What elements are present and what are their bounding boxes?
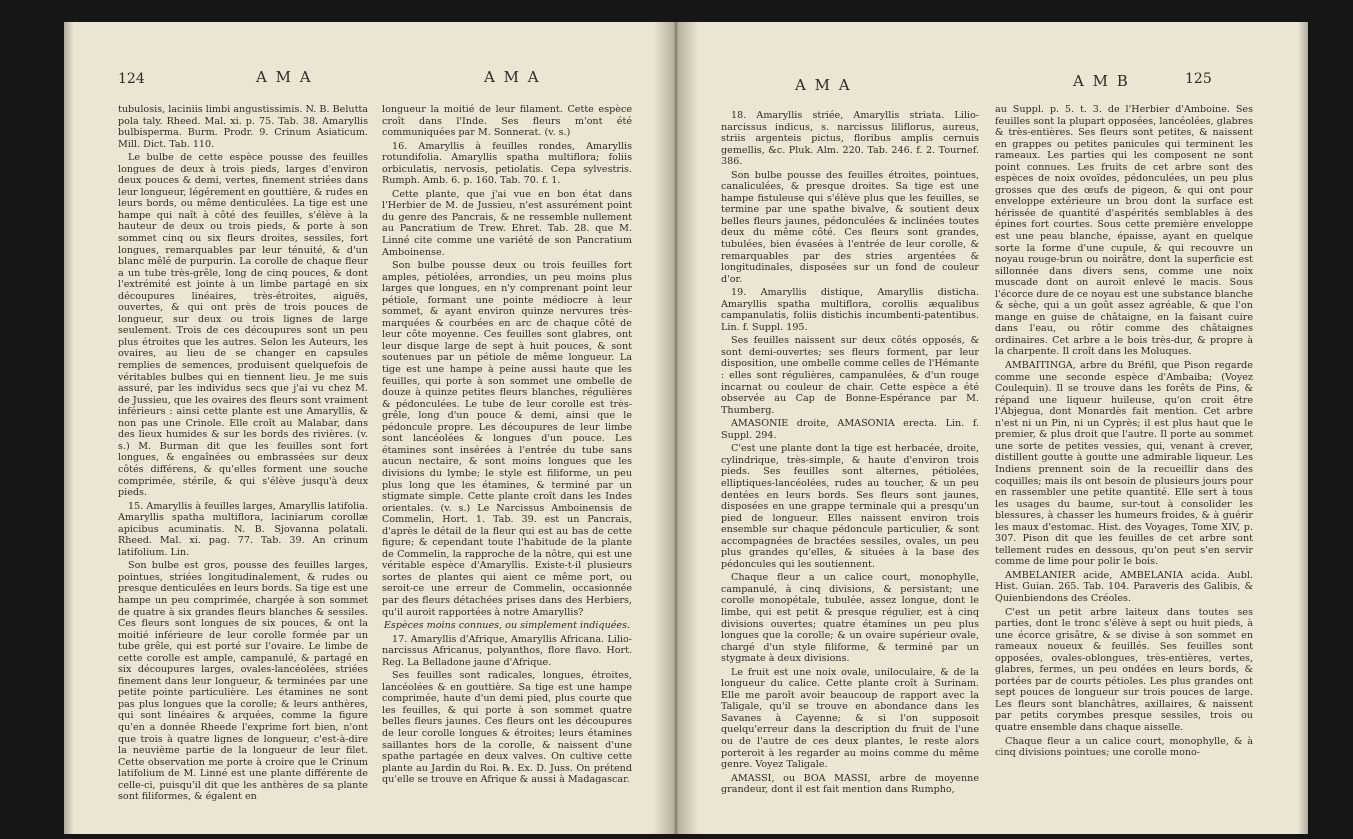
paragraph: C'est un petit arbre laiteux dans toutes ses parties, dont le tronc s'élève à sept ou huit pieds, à une écorce grisâtre, & se divise à son sommet en rameaux noueux & feuillés. Ses feuilles sont opposées, ovales-oblongues, très-entières, vertes, glabres, fermes, un peu ondées en leurs bords, & portées par de courts pétioles. Les plus grandes ont sept pouces de longueur sur trois pouces de large. Les fleurs sont blanchâtres, axillaires, & naissent par petits corymbes presque sessiles, trois ou quatre ensemble dans chaque aisselle. (995, 606, 1253, 733)
right-page (675, 22, 1308, 834)
section-heading: Espèces moins connues, ou simplement indiquées. (383, 620, 631, 632)
paragraph: 17. Amaryllis d'Afrique, Amaryllis Africana. Lilio-narcissus Africanus, polyanthos, flore flavo. Hort. Reg. La Belladone jaune d'Afrique. (382, 633, 632, 668)
running-head: A M A (484, 68, 541, 86)
paragraph: Son bulbe est gros, pousse des feuilles larges, pointues, striées longitudinalement, & rudes ou presque denticulées en leurs bords. Sa tige est une hampe un peu comprimée, chargée à son sommet de quatre à six grandes fleurs blanches & sessiles. Ces fleurs sont longues de six pouces, & ont la moitié inférieure de leur corolle formée par un tube grêle, qui est porté sur l'ovaire. Le limbe de cette corolle est ample, campanulé, & partagé en six découpures larges, ovales-lancéolées, striées finement dans leur longueur, & terminées par une petite pointe particulière. Les étamines ne sont pas plus longues que la corolle; & leurs anthères, qui sont linéaires & arquées, comme la figure qu'en a donnée Rheede l'exprime fort bien, n'ont que trois à quatre lignes de longueur, c'est-à-dire la neuvième partie de la longueur de leur filet. Cette observation me porte à croire que le Crinum latifolium de M. Linné est une plante différente de celle-ci, puisqu'il dit que les anthères de sa plante sont filiformes, & égalent en (118, 560, 368, 803)
paragraph: Le bulbe de cette espèce pousse des feuilles longues de deux à trois pieds, larges d'environ deux pouces & demi, vertes, finement striées dans leur longueur, légérement en gouttière, & rudes en leurs bords, ou même denticulées. La tige est une hampe qui naît à côté des feuilles, s'élève à la hauteur de deux ou trois pieds, & porte à son sommet cinq ou six fleurs droites, sessiles, fort longues, remarquables par leur ténuité, & d'un blanc mêlé de purpurin. La corolle de chaque fleur a un tube très-grêle, long de cinq pouces, & dont l'extrémité est jointe à un limbe partagé en six découpures linéaires, très-étroites, aiguës, ouvertes, & qui ont près de trois pouces de longueur, sur deux ou trois lignes de large seulement. Trois de ces découpures sont un peu plus étroites que les autres. Selon les Auteurs, les ovaires, au lieu de se changer en capsules remplies de semences, produisent quelquefois de véritables bulbes qui en tiennent lieu. Je me suis assuré, par les individus secs que j'ai vu chez M. de Jussieu, que les ovaires des fleurs sont vraiment inférieurs : ainsi cette plante est une Amaryllis, & non pas une Crinole. Elle croît au Malabar, dans des lieux humides & sur les bords des rivières. (v. s.) M. Burman dit que les feuilles sont fort longues, & engaînées ou embrassées sur deux côtés différens, & qu'elles forment une souche comprimée, stérile, & qui s'élève jusqu'à deux pieds. (118, 152, 368, 499)
paragraph: Ses feuilles sont radicales, longues, étroites, lancéolées & en gouttière. Sa tige est une hampe comprimée, haute d'un demi pied, plus courte que les feuilles, & qui porte à son sommet quatre belles fleurs jaunes. Ces fleurs ont les découpures de leur corolle longues & étroites; leurs étamines saillantes hors de la corolle, & naissent d'une spathe partagée en deux valves. On cultive cette plante au Jardin du Roi. ℞. Ex. D. Juss. On prétend qu'elle se trouve en Afrique & aussi à Madagascar. (382, 670, 632, 786)
paragraph: AMASSI, ou BOA MASSI, arbre de moyenne grandeur, dont il est fait mention dans Rumpho, (721, 772, 979, 796)
paragraph: AMASONIE droite, AMASONIA erecta. Lin. f. Suppl. 294. (721, 418, 979, 441)
paragraph: Le fruit est une noix ovale, uniloculaire, & de la longueur du calice. Cette plante croît à Surinam. Elle me paroît avoir beaucoup de rapport avec la Taligale, qu'il se trouve en abondance dans les Savanes à Cayenne; & si l'on supposoit quelqu'erreur dans la description du fruit de l'une ou de l'autre de ces deux plantes, le reste alors porteroit à les regarder au moins comme du même genre. Voyez Taligale. (721, 666, 979, 771)
paragraph: 16. Amaryllis à feuilles rondes, Amaryllis rotundifolia. Amaryllis spatha multiflora; foliis orbiculatis, nervosis, petiolatis. Cepa sylvestris. Rumph. Amb. 6. p. 160. Tab. 70. f. 1. (382, 140, 632, 187)
paragraph: 18. Amaryllis striée, Amaryllis striata. Lilio-narcissus indicus, s. narcissus liliflorus, aureus, striis argenteis pictus, floribus amplis cernuis gemellis, &c. Pluk. Alm. 220. Tab. 246. f. 2. Tournef. 386. (721, 110, 979, 168)
paragraph: Chaque fleur a un calice court, monophylle, campanulé, à cinq divisions, & persistant; une corolle monopétale, tubulée, assez longue, dont le limbe, qui est petit & presque régulier, est à cinq divisions ouvertes; quatre étamines un peu plus longues que la corolle; & un ovaire supérieur ovale, chargé d'un style filiforme, & terminé par un stygmate à deux divisions. (721, 572, 979, 665)
running-head: A M B (1073, 72, 1130, 90)
paragraph: AMBELANIER acide, AMBELANIA acida. Aubl. Hist. Guian. 265. Tab. 104. Paraveris des Galibis, & Quienbiendons des Créoles. (995, 569, 1253, 604)
page-edge-shadow (1298, 22, 1308, 834)
text-column-2 (995, 104, 1253, 761)
paragraph: tubulosis, laciniis limbi angustissimis. N. B. Belutta pola taly. Rheed. Mal. xi. p. 75. Tab. 38. Amaryllis bulbisperma. Burm. Prodr. 9. Crinum Asiaticum. Mill. Dict. Tab. 110. (118, 104, 368, 150)
page-edge-shadow (64, 22, 74, 834)
text-column-1 (118, 104, 368, 805)
text-column-1 (721, 110, 979, 798)
text-column-2 (382, 104, 632, 788)
page-number: 124 (118, 71, 145, 87)
paragraph: Son bulbe pousse des feuilles étroites, pointues, canaliculées, & presque droites. Sa tige est une hampe fistuleuse qui s'élève plus que les feuilles, se termine par une spathe bivalve, & soutient deux belles fleurs jaunes, pédonculées & inclinées toutes deux du même côté. Ces fleurs sont grandes, tubulées, bien évasées à l'entrée de leur corolle, & remarquables par des stries argentées & longitudinales, disposées sur un fond de couleur d'or. (721, 169, 979, 285)
open-book (64, 22, 1308, 834)
paragraph: AMBAITINGA, arbre du Bréfil, que Pison regarde comme une seconde espèce d'Ambaiba; (Voyez Coulequin). Il se trouve dans les forêts de Pins, & répand une liqueur huileuse, qu'on croit être l'Abjegua, dont Monardès fait mention. Cet arbre n'est ni un Pin, ni un Cyprès; il est plus haut que le premier, & plus droit que l'autre. Il porte au sommet une sorte de petites vessies, qui, venant à crever, distillent goutte à goutte une admirable liqueur. Les Indiens prennent soin de la recueillir dans des coquilles; mais ils ont besoin de plusieurs jours pour en rassembler une petite quantité. Elle sert à tous les usages du baume, sur-tout à consolider les blessures, à chasser les humeurs froides, & à guérir les maux d'estomac. Hist. des Voyages, Tome XIV, p. 307. Pison dit que les feuilles de cet arbre sont tellement rudes en dessous, qu'on peut s'en servir comme de lime pour polir le bois. (995, 360, 1253, 568)
left-page (64, 22, 675, 834)
paragraph: C'est une plante dont la tige est herbacée, droite, cylindrique, très-simple, & haute d'environ trois pieds. Ses feuilles sont alternes, pétiolées, elliptiques-lancéolées, rudes au toucher, & un peu dentées en leurs bords. Ses fleurs sont jaunes, disposées en une grappe terminale qui a presqu'un pied de longueur. Elles naissent environ trois ensemble sur chaque pédoncule particulier, & sont accompagnées de bractées sessiles, ovales, un peu plus grandes qu'elles, & situées à la base des pédoncules qui les soutiennent. (721, 443, 979, 570)
paragraph: Son bulbe pousse deux ou trois feuilles fort amples, pétiolées, arrondies, un peu moins plus larges que longues, en n'y comprenant point leur pétiole, formant une pointe médiocre à leur sommet, & ayant environ quinze nervures très-marquées & courbées en arc de chaque côté de leur côte moyenne. Ces feuilles sont glabres, ont leur disque large de sept à huit pouces, & sont soutenues par un pétiole de même longueur. La tige est une hampe à peine aussi haute que les feuilles, qui porte à son sommet une ombelle de douze à quinze petites fleurs blanches, régulières & pédonculées. Le tube de leur corolle est très-grêle, long d'un pouce & demi, ainsi que le pédoncule propre. Les découpures de leur limbe sont lancéolées & longues d'un pouce. Les étamines sont insérées à l'entrée du tube sans aucun nectaire, & sont moins longues que les divisions du lymbe; le style est filiforme, un peu plus long que les étamines, & terminé par un stigmate simple. Cette plante croît dans les Indes orientales. (v. s.) Le Narcissus Amboinensis de Commelin, Hort. 1. Tab. 39. est un Pancrais, d'après le détail de la fleur qui est au bas de cette figure; & cependant toute l'habitude de la plante de Commelin, la rapproche de la nôtre, qui est une véritable espèce d'Amaryllis. Existe-t-il plusieurs sortes de plantes qui aient ce même port, ou seroit-ce une erreur de Commelin, occasionnée par des fleurs détachées prises dans des Herbiers, qu'il auroit rapportées à notre Amaryllis? (382, 260, 632, 618)
paragraph: Ses feuilles naissent sur deux côtés opposés, & sont demi-ouvertes; ses fleurs forment, par leur disposition, une ombelle comme celles de l'Hémante : elles sont régulières, campanulées, & d'un rouge incarnat ou couleur de chair. Cette espèce a été observée au Cap de Bonne-Espérance par M. Thumberg. (721, 335, 979, 416)
paragraph: Cette plante, que j'ai vue en bon état dans l'Herbier de M. de Jussieu, n'est assurément point du genre des Pancrais, & ne ressemble nullement au Pancratium de Trew. Ehret. Tab. 28. que M. Linné cite comme une variété de son Pancratium Amboinense. (382, 188, 632, 258)
paragraph: longueur la moitié de leur filament. Cette espèce croît dans l'Inde. Ses fleurs m'ont été communiquées par M. Sonnerat. (v. s.) (382, 104, 632, 139)
paragraph: Chaque fleur a un calice court, monophylle, & à cinq divisions pointues; une corolle mono- (995, 735, 1253, 759)
running-head: A M A (795, 76, 852, 94)
paragraph: au Suppl. p. 5. t. 3. de l'Herbier d'Amboine. Ses feuilles sont la plupart opposées, lancéolées, glabres & très-entières. Ses fleurs sont petites, & naissent en grappes ou petites panicules qui terminent les rameaux. Les parties qui les composent ne sont point connues. Les fruits de cet arbre sont des espèces de noix ovoïdes, pédonculées, un peu plus grosses que des œufs de pigeon, & qui ont pour enveloppe extérieure un brou dont la surface est hérissée de quantité d'aspérités semblables à des épines fort courtes. Sous cette première enveloppe est une peau blanche, épaisse, ayant en quelque sorte la forme d'une cupule, & qui recouvre un noyau rouge-brun ou noirâtre, dont la superficie est sillonnée dans divers sens, comme une noix muscade dont on auroit enlevé le macis. Sous l'écorce dure de ce noyau est une substance blanche & sèche, qui a un goût assez agréable, & que l'on mange en guise de châtaigne, en la faisant cuire dans l'eau, ou rôtir comme des châtaignes ordinaires. Cet arbre a le bois très-dur, & propre à la charpente. Il croît dans les Moluques. (995, 104, 1253, 358)
page-number: 125 (1185, 71, 1212, 87)
paragraph: 19. Amaryllis distique, Amaryllis disticha. Amaryllis spatha multiflora, corollis æqualibus campanulatis, foliis distichis incumbenti-patentibus. Lin. f. Suppl. 195. (721, 287, 979, 333)
running-head: A M A (256, 68, 313, 86)
paragraph: 15. Amaryllis à feuilles larges, Amaryllis latifolia. Amaryllis spatha multiflora, laciniarum corollæ apicibus acuminatis. N. B. Sjovanna polatali. Rheed. Mal. xi. pag. 77. Tab. 39. An crinum latifolium. Lin. (118, 500, 368, 558)
